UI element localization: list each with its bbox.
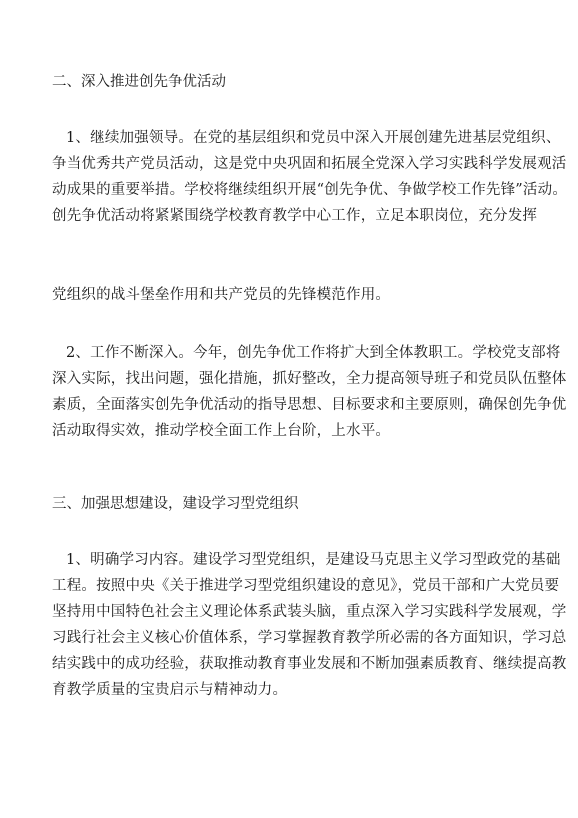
- text-line: 习践行社会主义核心价值体系，学习掌握教育教学所必需的各方面知识，学习总: [52, 630, 567, 646]
- text-line: 争当优秀共产党员活动，这是党中央巩固和拓展全党深入学习实践科学发展观活: [52, 156, 567, 172]
- text-line: 创先争优活动将紧紧围绕学校教育教学中心工作，立足本职岗位，充分发挥: [52, 208, 538, 224]
- paragraph-2-1-continued: [52, 282, 552, 308]
- text-line: 1、继续加强领导。在党的基层组织和党员中深入开展创建先进基层党组织、: [66, 130, 561, 146]
- text-line: 工程。按照中央《关于推进学习型党组织建设的意见》，党员干部和广大党员要: [52, 578, 560, 594]
- text-line: 结实践中的成功经验，获取推动教育事业发展和不断加强素质教育、继续提高教: [52, 656, 567, 672]
- text-line: 动成果的重要举措。学校将继续组织开展“创先争优、争做学校工作先锋”活动。: [52, 182, 568, 198]
- text-line: 素质，全面落实创先争优活动的指导思想、目标要求和主要原则，确保创先争优: [52, 397, 567, 413]
- text-line: 活动取得实效，推动学校全面工作上台阶，上水平。: [52, 423, 391, 439]
- section-heading-2: 二、深入推进创先争优活动: [52, 74, 226, 90]
- section-heading-3: 三、加强思想建设，建设学习型党组织: [52, 496, 299, 512]
- text-line: 2、工作不断深入。今年，创先争优工作将扩大到全体教职工。学校党支部将: [66, 345, 561, 361]
- text-line: 党组织的战斗堡垒作用和共产党员的先锋模范作用。: [52, 287, 391, 303]
- paragraph-2-2: [52, 340, 567, 444]
- text-line: 深入实际，找出问题，强化措施，抓好整改，全力提高领导班子和党员队伍整体: [52, 371, 567, 387]
- paragraph-2-1: [52, 125, 568, 229]
- text-line: 坚持用中国特色社会主义理论体系武装头脑，重点深入学习实践科学发展观，学: [52, 604, 567, 620]
- paragraph-3-1: [52, 547, 567, 703]
- text-line: 育教学质量的宝贵启示与精神动力。: [52, 682, 288, 698]
- text-line: 1、明确学习内容。建设学习型党组织，是建设马克思主义学习型政党的基础: [66, 552, 561, 568]
